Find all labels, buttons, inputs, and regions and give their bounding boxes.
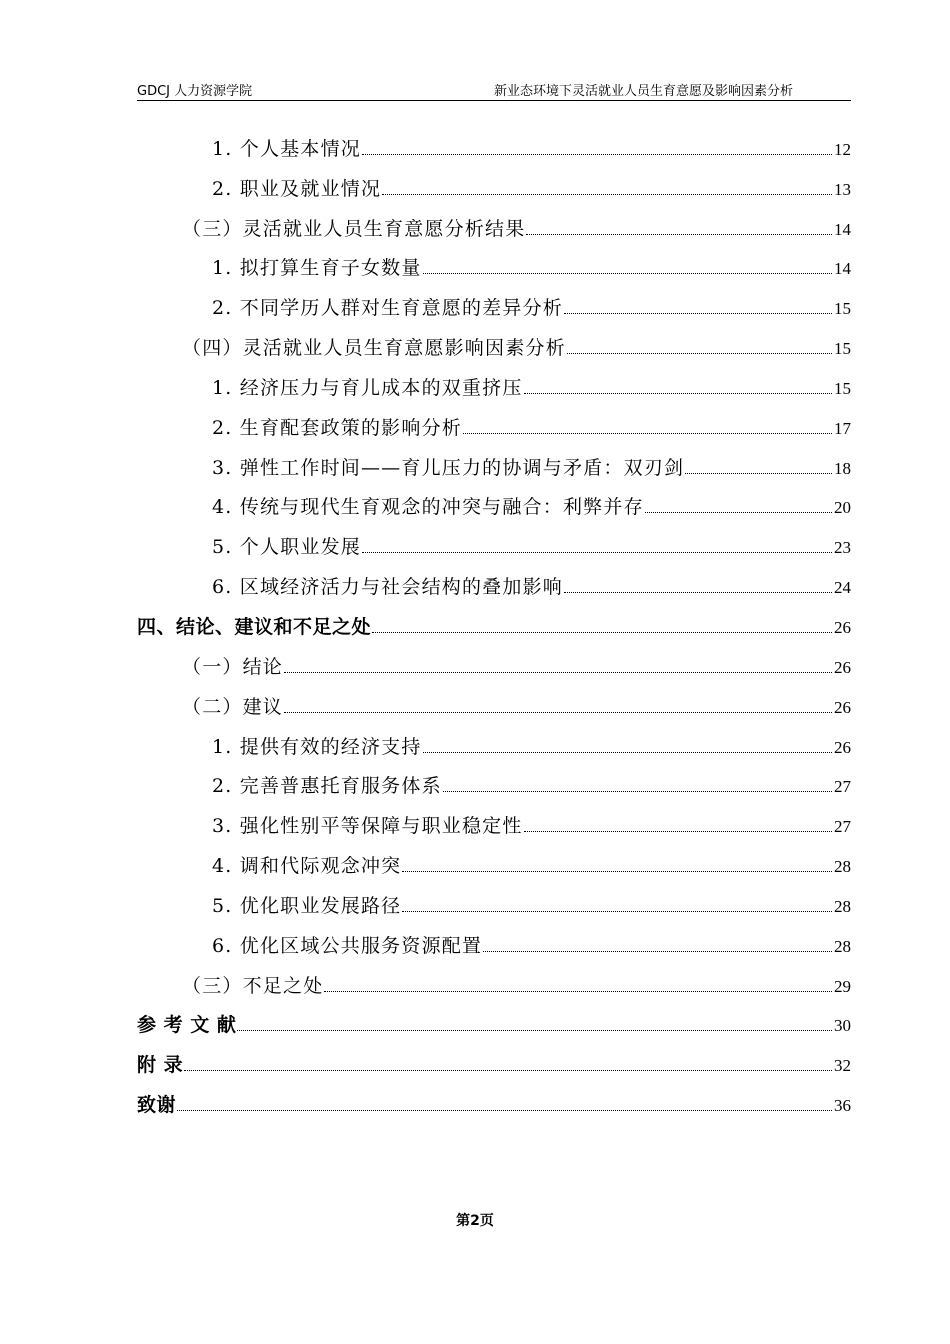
- toc-entry-page: 27: [834, 777, 851, 797]
- toc-entry-page: 27: [834, 817, 851, 837]
- toc-entry[interactable]: [137, 479, 851, 519]
- toc-leader-dots: [443, 791, 832, 792]
- toc-entry-title: （一）结论: [182, 655, 284, 678]
- toc-entry-title: （三）灵活就业人员生育意愿分析结果: [182, 217, 526, 240]
- toc-entry-page: 13: [834, 179, 851, 199]
- toc-entry-title: 2. 不同学历人群对生育意愿的差异分析: [212, 297, 563, 320]
- toc-entry-title: 3. 强化性别平等保障与职业稳定性: [212, 815, 523, 838]
- toc-entry-page: 29: [834, 976, 851, 996]
- toc-entry-title: 2. 生育配套政策的影响分析: [212, 416, 462, 439]
- toc-entry-page: 14: [834, 219, 851, 239]
- toc-entry-title: 四、结论、建议和不足之处: [137, 615, 372, 638]
- toc-entry[interactable]: [137, 399, 851, 439]
- page-header: [137, 78, 851, 101]
- toc-entry-page: 30: [834, 1016, 851, 1036]
- toc-entry[interactable]: [137, 997, 851, 1037]
- toc-leader-dots: [564, 592, 832, 593]
- toc-entry-title: 附 录: [137, 1054, 184, 1077]
- toc-entry[interactable]: [137, 319, 851, 359]
- toc-leader-dots: [284, 712, 832, 713]
- header-institution: GDCJ 人力资源学院: [137, 84, 253, 99]
- toc-entry-title: 2. 完善普惠托育服务体系: [212, 775, 442, 798]
- toc-leader-dots: [645, 512, 832, 513]
- toc-entry[interactable]: [137, 718, 851, 758]
- toc-leader-dots: [423, 273, 832, 274]
- toc-entry-title: 2. 职业及就业情况: [212, 177, 382, 200]
- toc-leader-dots: [177, 1110, 832, 1111]
- toc-entry[interactable]: [137, 957, 851, 997]
- toc-leader-dots: [526, 234, 832, 235]
- toc-entry-page: 28: [834, 857, 851, 877]
- toc-entry[interactable]: [137, 518, 851, 558]
- toc-entry[interactable]: [137, 558, 851, 598]
- toc-entry-title: （三）不足之处: [182, 974, 324, 997]
- toc-leader-dots: [284, 672, 832, 673]
- toc-leader-dots: [382, 194, 832, 195]
- toc-entry[interactable]: [137, 439, 851, 479]
- toc-entry-title: 参 考 文 献: [137, 1014, 237, 1037]
- toc-entry-page: 32: [834, 1056, 851, 1076]
- toc-entry-page: 15: [834, 339, 851, 359]
- toc-leader-dots: [184, 1070, 832, 1071]
- toc-entry[interactable]: [137, 598, 851, 638]
- toc-entry[interactable]: [137, 200, 851, 240]
- toc-leader-dots: [237, 1030, 832, 1031]
- toc-entry-page: 36: [834, 1096, 851, 1116]
- toc-entry[interactable]: [137, 1036, 851, 1076]
- toc-leader-dots: [483, 951, 832, 952]
- toc-entry-page: 15: [834, 299, 851, 319]
- toc-entry[interactable]: [137, 160, 851, 200]
- toc-entry[interactable]: [137, 678, 851, 718]
- toc-entry-title: 1. 经济压力与育儿成本的双重挤压: [212, 376, 523, 399]
- toc-entry-title: 1. 提供有效的经济支持: [212, 735, 422, 758]
- toc-entry-title: （二）建议: [182, 695, 284, 718]
- toc-entry[interactable]: [137, 240, 851, 280]
- toc-entry-page: 28: [834, 896, 851, 916]
- toc-leader-dots: [564, 313, 832, 314]
- toc-entry-page: 23: [834, 538, 851, 558]
- toc-entry[interactable]: [137, 917, 851, 957]
- toc-entry-title: 4. 传统与现代生育观念的冲突与融合：利弊并存: [212, 496, 644, 519]
- toc-entry-title: 6. 优化区域公共服务资源配置: [212, 934, 483, 957]
- toc-entry-page: 17: [834, 418, 851, 438]
- toc-entry-page: 14: [834, 259, 851, 279]
- toc-leader-dots: [567, 353, 832, 354]
- toc-leader-dots: [362, 552, 832, 553]
- toc-entry[interactable]: [137, 359, 851, 399]
- toc-entry-page: 28: [834, 936, 851, 956]
- toc-leader-dots: [372, 632, 832, 633]
- toc-entry-title: 4. 调和代际观念冲突: [212, 855, 402, 878]
- toc-leader-dots: [524, 393, 832, 394]
- toc-entry[interactable]: [137, 120, 851, 160]
- toc-entry[interactable]: [137, 638, 851, 678]
- table-of-contents: [137, 120, 851, 1116]
- toc-entry-title: 1. 个人基本情况: [212, 137, 361, 160]
- page-number: 第2页: [456, 1213, 494, 1229]
- toc-leader-dots: [685, 473, 832, 474]
- toc-leader-dots: [423, 752, 832, 753]
- toc-leader-dots: [402, 911, 832, 912]
- toc-entry-title: 6. 区域经济活力与社会结构的叠加影响: [212, 576, 563, 599]
- toc-entry-title: 5. 优化职业发展路径: [212, 894, 402, 917]
- toc-entry-page: 20: [834, 498, 851, 518]
- toc-entry[interactable]: [137, 758, 851, 798]
- toc-leader-dots: [402, 871, 832, 872]
- toc-entry-title: （四）灵活就业人员生育意愿影响因素分析: [182, 337, 566, 360]
- toc-entry-title: 3. 弹性工作时间——育儿压力的协调与矛盾：双刃剑: [212, 456, 685, 479]
- toc-entry[interactable]: [137, 877, 851, 917]
- toc-entry-title: 致谢: [137, 1094, 177, 1117]
- toc-entry-page: 26: [834, 737, 851, 757]
- toc-entry[interactable]: [137, 279, 851, 319]
- toc-entry-title: 5. 个人职业发展: [212, 536, 361, 559]
- toc-entry-page: 26: [834, 697, 851, 717]
- toc-entry[interactable]: [137, 797, 851, 837]
- toc-leader-dots: [324, 991, 832, 992]
- toc-entry[interactable]: [137, 837, 851, 877]
- header-title: 新业态环境下灵活就业人员生育意愿及影响因素分析: [493, 84, 793, 99]
- toc-leader-dots: [362, 154, 832, 155]
- toc-leader-dots: [463, 433, 832, 434]
- toc-entry-page: 24: [834, 578, 851, 598]
- toc-leader-dots: [524, 831, 832, 832]
- toc-entry-page: 15: [834, 378, 851, 398]
- toc-entry-page: 18: [834, 458, 851, 478]
- toc-entry-page: 12: [834, 139, 851, 159]
- toc-entry[interactable]: [137, 1076, 851, 1116]
- toc-entry-page: 26: [834, 657, 851, 677]
- toc-entry-page: 26: [834, 617, 851, 637]
- toc-entry-title: 1. 拟打算生育子女数量: [212, 257, 422, 280]
